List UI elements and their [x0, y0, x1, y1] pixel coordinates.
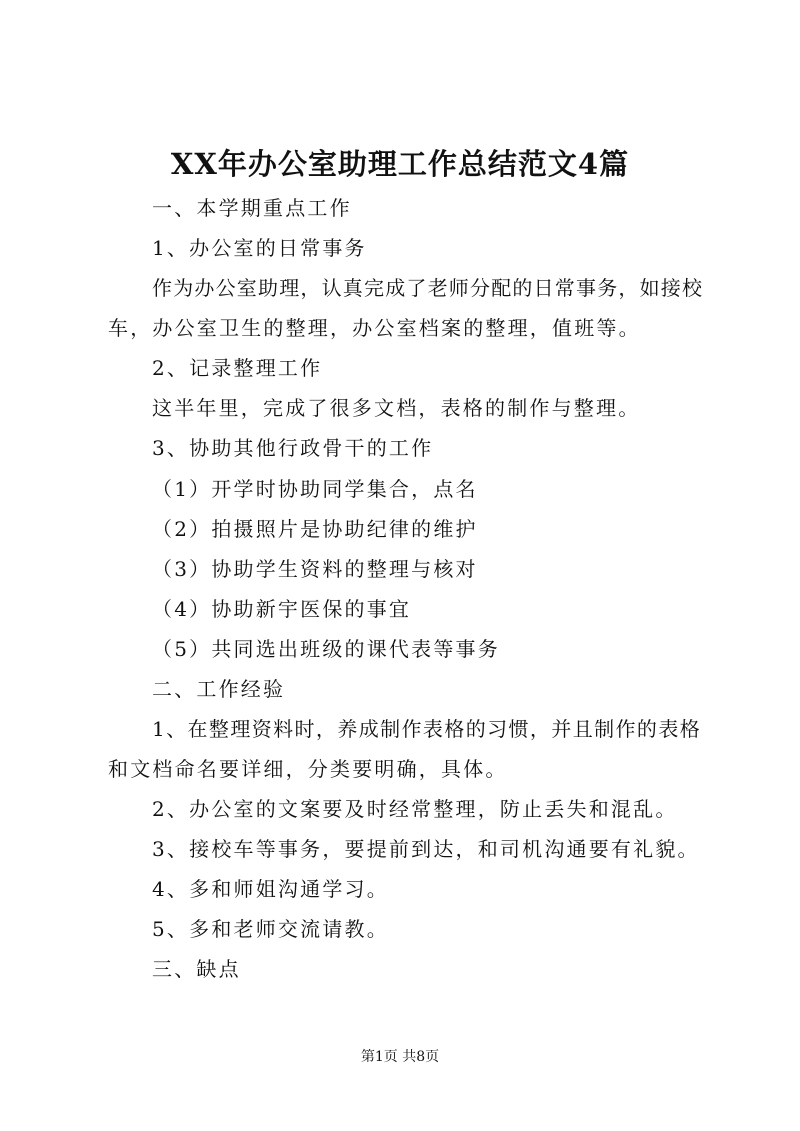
paragraph-line: 2、办公室的文案要及时经常整理，防止丢失和混乱。: [152, 797, 678, 821]
paragraph-line: 3、接校车等事务，要提前到达，和司机沟通要有礼貌。: [152, 837, 700, 861]
paragraph-line: 5、多和老师交流请教。: [152, 917, 389, 941]
paragraph-line: 4、多和师姐沟通学习。: [152, 877, 389, 901]
list-item: （5）共同选出班级的课代表等事务: [152, 637, 500, 661]
paragraph-line: 1、办公室的日常事务: [152, 236, 367, 260]
section-heading: 二、工作经验: [152, 677, 286, 701]
list-item: （4）协助新宇医保的事宜: [152, 597, 412, 621]
document-title: XX年办公室助理工作总结范文4篇: [170, 147, 630, 181]
list-item: （3）协助学生资料的整理与核对: [152, 557, 478, 581]
section-heading: 一、本学期重点工作: [152, 196, 352, 220]
list-item: （1）开学时协助同学集合，点名: [152, 477, 478, 501]
page-footer: 第1页 共8页: [360, 1049, 440, 1065]
paragraph-line: 这半年里，完成了很多文档，表格的制作与整理。: [152, 396, 641, 420]
paragraph-line: 和文档命名要详细，分类要明确，具体。: [108, 757, 508, 781]
paragraph-line: 车，办公室卫生的整理，办公室档案的整理，值班等。: [108, 316, 641, 340]
paragraph-line: 作为办公室助理，认真完成了老师分配的日常事务，如接校: [152, 276, 704, 300]
paragraph-line: 2、记录整理工作: [152, 356, 323, 380]
paragraph-line: 1、在整理资料时，养成制作表格的习惯，并且制作的表格: [152, 717, 702, 741]
list-item: （2）拍摄照片是协助纪律的维护: [152, 517, 478, 541]
section-heading: 三、缺点: [152, 957, 241, 981]
paragraph-line: 3、协助其他行政骨干的工作: [152, 436, 434, 460]
